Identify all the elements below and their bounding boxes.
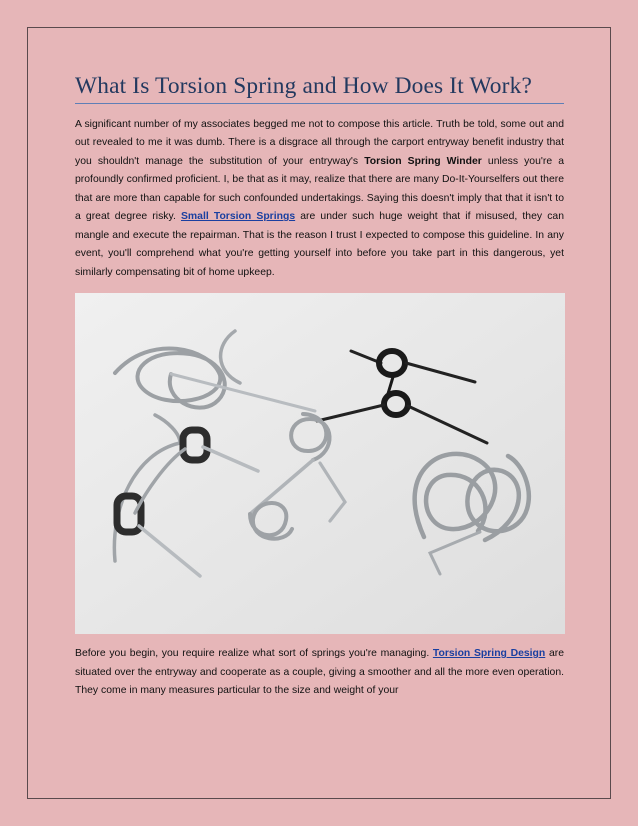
bold-term: Torsion Spring Winder bbox=[364, 155, 482, 167]
paragraph-text: unless you're a profoundly confirmed proficient. I, be that as it may, realize that there are many Do-It-Yourselfers out there that are more than capable for such confounded undertakings. Saying this doesn't imply that that it isn't to a great degree risky. bbox=[75, 155, 564, 223]
small-torsion-springs-link[interactable]: Small Torsion Springs bbox=[180, 211, 296, 223]
sizing-paragraph bbox=[75, 645, 564, 700]
title-underline bbox=[75, 103, 564, 104]
torsion-springs-photo bbox=[75, 293, 565, 634]
torsion-spring-design-link[interactable]: Torsion Spring Design bbox=[432, 648, 546, 660]
paragraph-text: A significant number of my associates begged me not to compose this article. Truth be told, some out and out revealed to me it was dumb. There is a disgrace all through the carport entryway benefit industry that you shouldn't manage the substitution of your entryway's bbox=[75, 119, 564, 167]
paragraph-text: are situated over the entryway and cooperate as a couple, giving a smoother and all the more even operation. They come in many measures particular to the size and weight of your bbox=[75, 648, 564, 696]
intro-paragraph bbox=[75, 116, 564, 282]
document-content bbox=[75, 72, 564, 700]
paragraph-text: are under such huge weight that if misused, they can mangle and execute the repairman. That is the reason I trust I expected to compose this guideline. In any event, you'll comprehend what you're getting yourself into before you take part in this dangerous, yet similarly compensating bit of home upkeep. bbox=[75, 211, 564, 278]
page-title: What Is Torsion Spring and How Does It Work? bbox=[75, 73, 532, 99]
paragraph-text: Before you begin, you require realize what sort of springs you're managing. bbox=[75, 648, 433, 660]
